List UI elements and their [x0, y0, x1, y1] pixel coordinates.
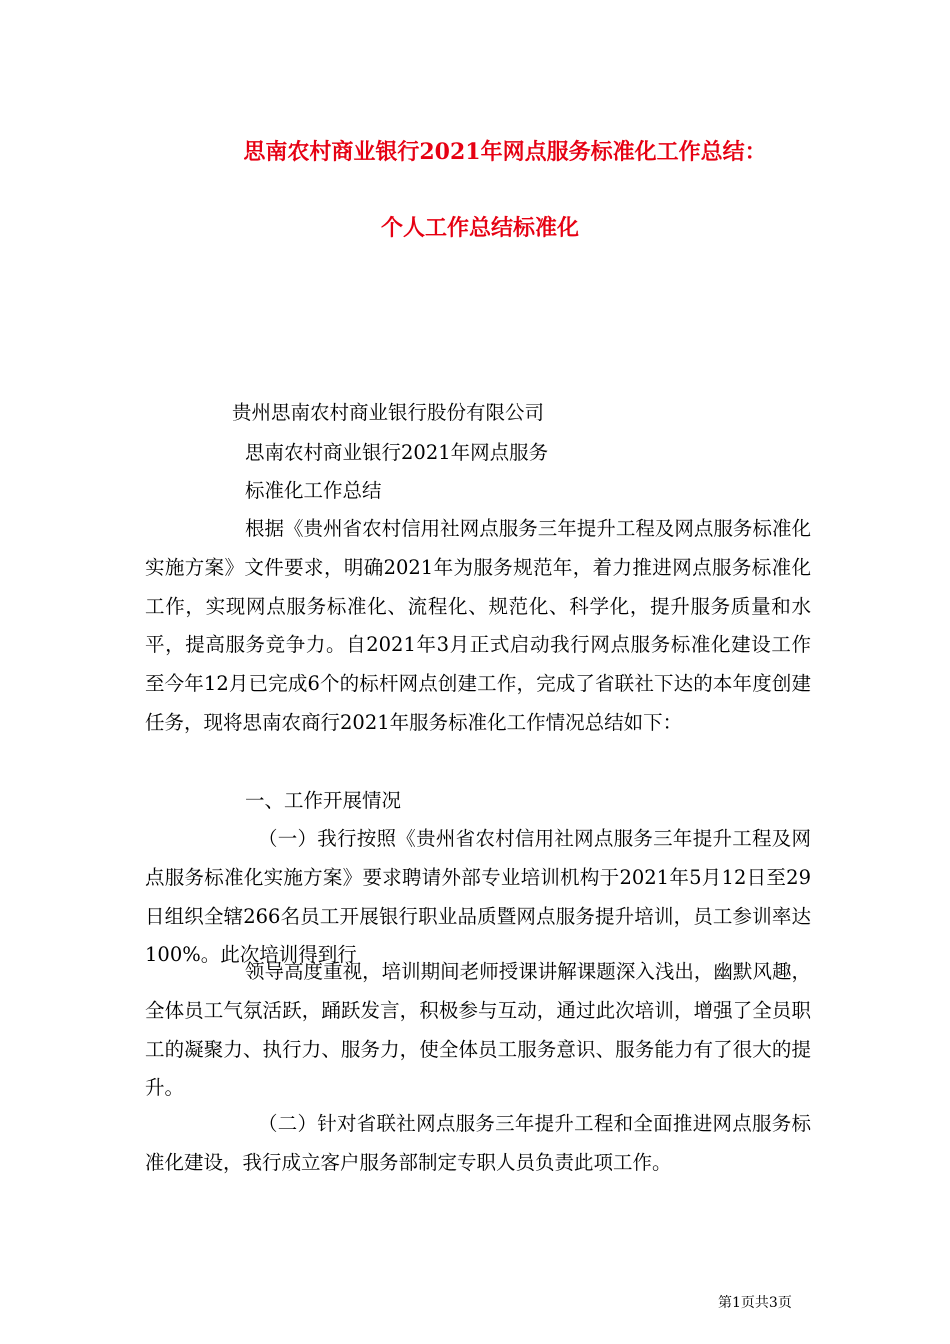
- document-title-line-2: 个人工作总结标准化: [380, 215, 579, 241]
- report-subtitle-line-2: 标准化工作总结: [245, 479, 382, 502]
- paragraph-section-1-continued: 领导高度重视，培训期间老师授课讲解课题深入浅出，幽默风趣，全体员工气氛活跃，踊跃发言，积极参与互动，通过此次培训，增强了全员职工的凝聚力、执行力、服务力，使全体员工服务意识、服务能力有了很大的提升。: [145, 960, 811, 1100]
- section-heading-work-progress: 一、工作开展情况: [245, 789, 402, 812]
- paragraph-section-1: （一）我行按照《贵州省农村信用社网点服务三年提升工程及网点服务标准化实施方案》要求聘请外部专业培训机构于2021年5月12日至29日组织全辖266名员工开展银行职业品质暨网点服务提升培训，员工参训率达100%。此次培训得到行: [145, 827, 811, 967]
- report-subtitle-line-1: 思南农村商业银行2021年网点服务: [245, 441, 549, 464]
- document-title-line-1: 思南农村商业银行2021年网点服务标准化工作总结：: [243, 139, 767, 165]
- company-name: 贵州思南农村商业银行股份有限公司: [232, 401, 545, 424]
- page-number-footer: 第1页共3页: [718, 1295, 792, 1311]
- paragraph-intro: 根据《贵州省农村信用社网点服务三年提升工程及网点服务标准化实施方案》文件要求，明确2021年为服务规范年，着力推进网点服务标准化工作，实现网点服务标准化、流程化、规范化、科学化，提升服务质量和水平，提高服务竞争力。自2021年3月正式启动我行网点服务标准化建设工作至今年12月已完成6个的标杆网点创建工作，完成了省联社下达的本年度创建任务，现将思南农商行2021年服务标准化工作情况总结如下：: [145, 517, 811, 734]
- paragraph-section-2: （二）针对省联社网点服务三年提升工程和全面推进网点服务标准化建设，我行成立客户服务部制定专职人员负责此项工作。: [145, 1112, 811, 1174]
